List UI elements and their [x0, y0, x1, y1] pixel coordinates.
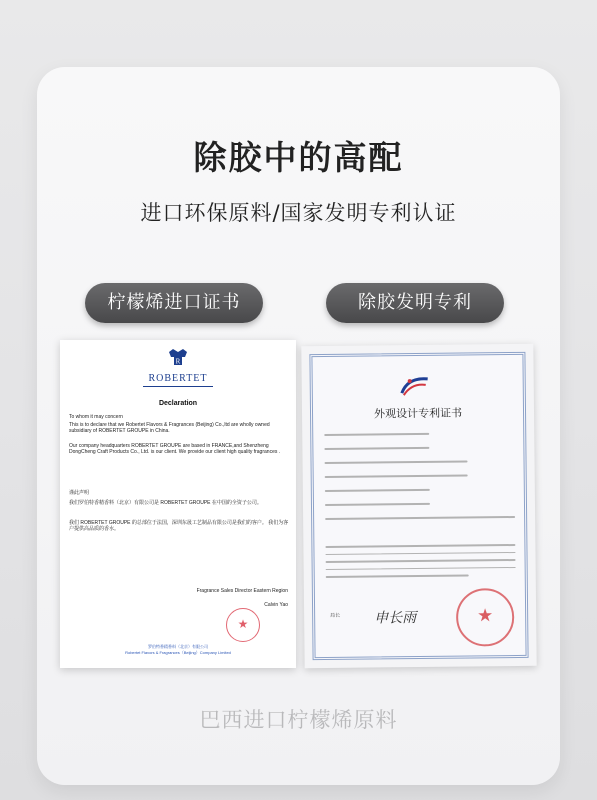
certificate-title: 外观设计专利证书 [373, 406, 463, 421]
field-line [325, 474, 468, 477]
brand-name: ROBERTET [148, 373, 208, 384]
company-seal-icon [226, 608, 260, 642]
robertet-declaration-document [60, 340, 296, 668]
patent-office-logo-icon [398, 373, 432, 397]
director-signature: 申长雨 [374, 610, 417, 627]
bottom-caption: 巴西进口柠檬烯原料 [199, 708, 398, 732]
text-line [326, 574, 469, 577]
official-seal-icon [456, 588, 515, 647]
footer-en: Robertet Flavors & Fragrances（Beijing）Company Limited [125, 650, 231, 655]
cn-paragraph-1: 我们罗伯特香精香料（北京）有限公司是 ROBERTET GROUPE 在中国的全资子公司。 [69, 500, 262, 506]
text-line [326, 559, 516, 562]
footer-cn: 罗伯特香精香料（北京）有限公司 [148, 644, 208, 649]
signer-name: Calvin Yao [264, 602, 288, 608]
crest-icon [165, 348, 191, 368]
text-line [325, 551, 515, 554]
logo-rule [143, 386, 213, 387]
field-line [325, 460, 468, 463]
declaration-paragraph-2: Our company headquarters ROBERTET GROUPE are based in FRANCE,and Shenzheng DongCheng Craft Products Co., Ltd. is our client. We provide our client high quality fragrances . [69, 443, 281, 456]
field-line [325, 489, 430, 492]
robertet-logo [60, 348, 296, 387]
text-line [326, 566, 516, 569]
signer-title: Fragrance Sales Director Eastern Region [196, 588, 288, 594]
patent-certificate-document [301, 344, 536, 668]
cn-heading: 谨此声明 [69, 490, 90, 496]
cn-paragraph-2: 我们 ROBERTET GROUPE 的总部位于法国，深圳东晟工艺制品有限公司是我们的客户。 我们为客户提供高品质的香水。 [69, 520, 289, 533]
declaration-heading: Declaration [158, 400, 198, 407]
field-line [325, 503, 430, 506]
field-line [325, 516, 515, 520]
svg-text:R: R [175, 357, 181, 366]
certificate-body-text [325, 544, 515, 583]
signature-block [180, 588, 288, 608]
page-title: 除胶中的高配 [193, 138, 404, 177]
field-line [324, 433, 429, 436]
signer-label: 局长 [330, 612, 341, 619]
pill-invention-patent: 除胶发明专利 [326, 283, 504, 323]
certificate-fields [324, 432, 515, 532]
page-subtitle: 进口环保原料/国家发明专利认证 [140, 201, 457, 225]
field-line [324, 447, 429, 450]
declaration-paragraph-1: This is to declare that we Robertet Flavors & Fragrances (Beijing) Co.,ltd are wholly owned subsidiary of ROBERTET GROUPE in China. [69, 422, 270, 435]
pill-import-certificate: 柠檬烯进口证书 [85, 283, 263, 323]
salutation: To whom it may concern [69, 414, 123, 420]
letter-footer [60, 644, 296, 656]
